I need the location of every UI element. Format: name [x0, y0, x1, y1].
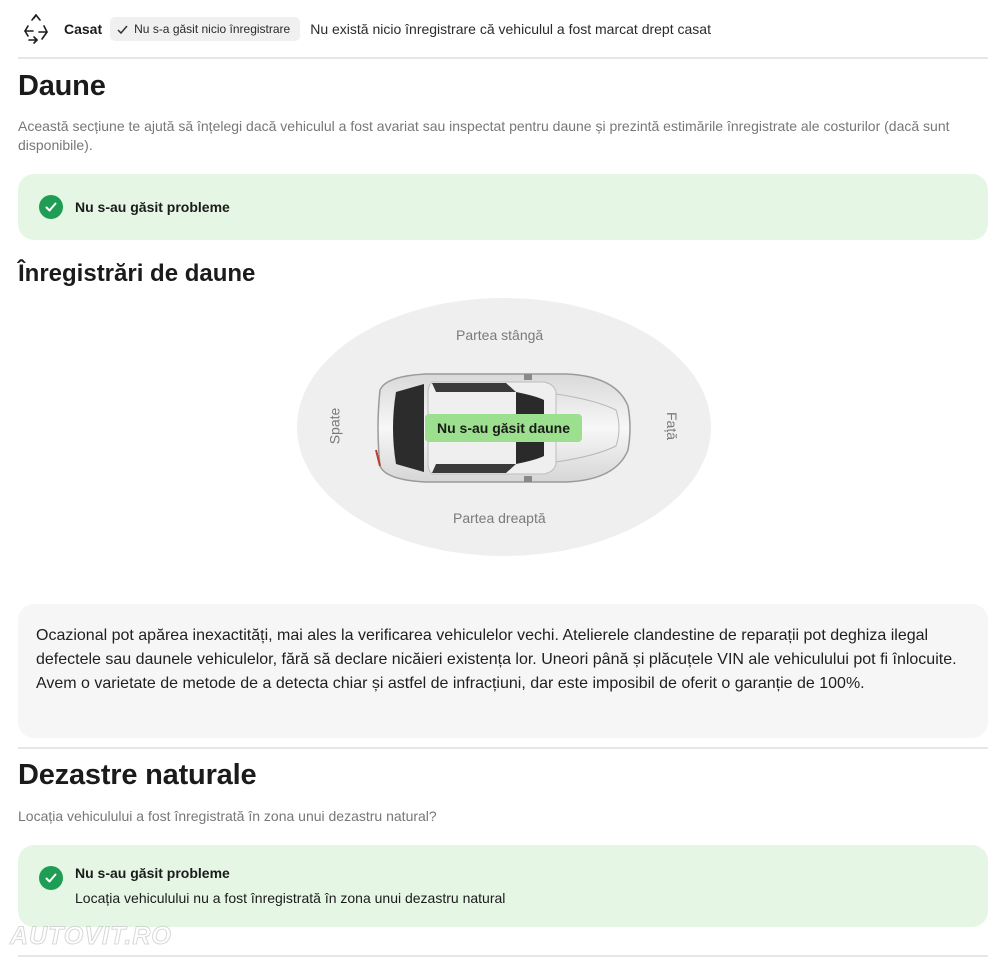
recycle-icon [18, 11, 54, 47]
natural-disasters-status-text: Nu s-au găsit probleme [75, 865, 230, 881]
scrapped-record-chip [110, 17, 300, 41]
damage-status-text: Nu s-au găsit probleme [75, 199, 230, 215]
check-circle-icon [39, 195, 63, 219]
front-label: Față [664, 411, 681, 441]
damage-section-title: Daune [18, 70, 106, 102]
scrapped-chip-label: Nu s-a găsit nicio înregistrare [134, 22, 291, 36]
watermark-logo: AUTOVIT.RO [10, 922, 172, 950]
scrapped-status-row [18, 10, 988, 48]
check-icon [116, 23, 129, 36]
damage-status-box [18, 174, 988, 240]
natural-disasters-description: Locația vehiculului a fost înregistrată în zona unui dezastru natural? [18, 808, 437, 824]
divider [18, 747, 988, 749]
divider [18, 955, 988, 957]
scrapped-description: Nu există nicio înregistrare că vehiculul a fost marcat drept casat [310, 21, 711, 37]
left-side-label: Partea stângă [456, 327, 544, 343]
no-damage-badge: Nu s-au găsit daune [425, 414, 582, 442]
damage-records-title: Înregistrări de daune [18, 260, 256, 287]
divider [18, 57, 988, 59]
scrapped-label: Casat [64, 21, 103, 37]
damage-section-description: Această secțiune te ajută să înțelegi dacă vehiculul a fost avariat sau inspectat pentru daune și prezintă estimările înregistrate ale costurilor (dacă sunt disponibile). [18, 118, 950, 153]
rear-label: Spate [326, 407, 343, 445]
check-circle-icon [39, 866, 63, 890]
natural-disasters-title: Dezastre naturale [18, 759, 257, 791]
natural-disasters-status-detail: Locația vehiculului nu a fost înregistrată în zona unui dezastru natural [75, 890, 506, 906]
disclaimer-box: Ocazional pot apărea inexactități, mai ales la verificarea vehiculelor vechi. Atelierele clandestine de reparații pot deghiza ilegal defectele sau daunele vehiculelor, fără să declare nicăieri existența lor. Uneori până și plăcuțele VIN ale vehiculului pot fi înlocuite. Avem o varietate de metode de a detecta chiar și astfel de infracțiuni, dar este imposibil de oferit o garanție de 100%. [18, 604, 988, 738]
right-side-label: Partea dreaptă [453, 510, 546, 526]
natural-disasters-status-box [18, 845, 988, 927]
